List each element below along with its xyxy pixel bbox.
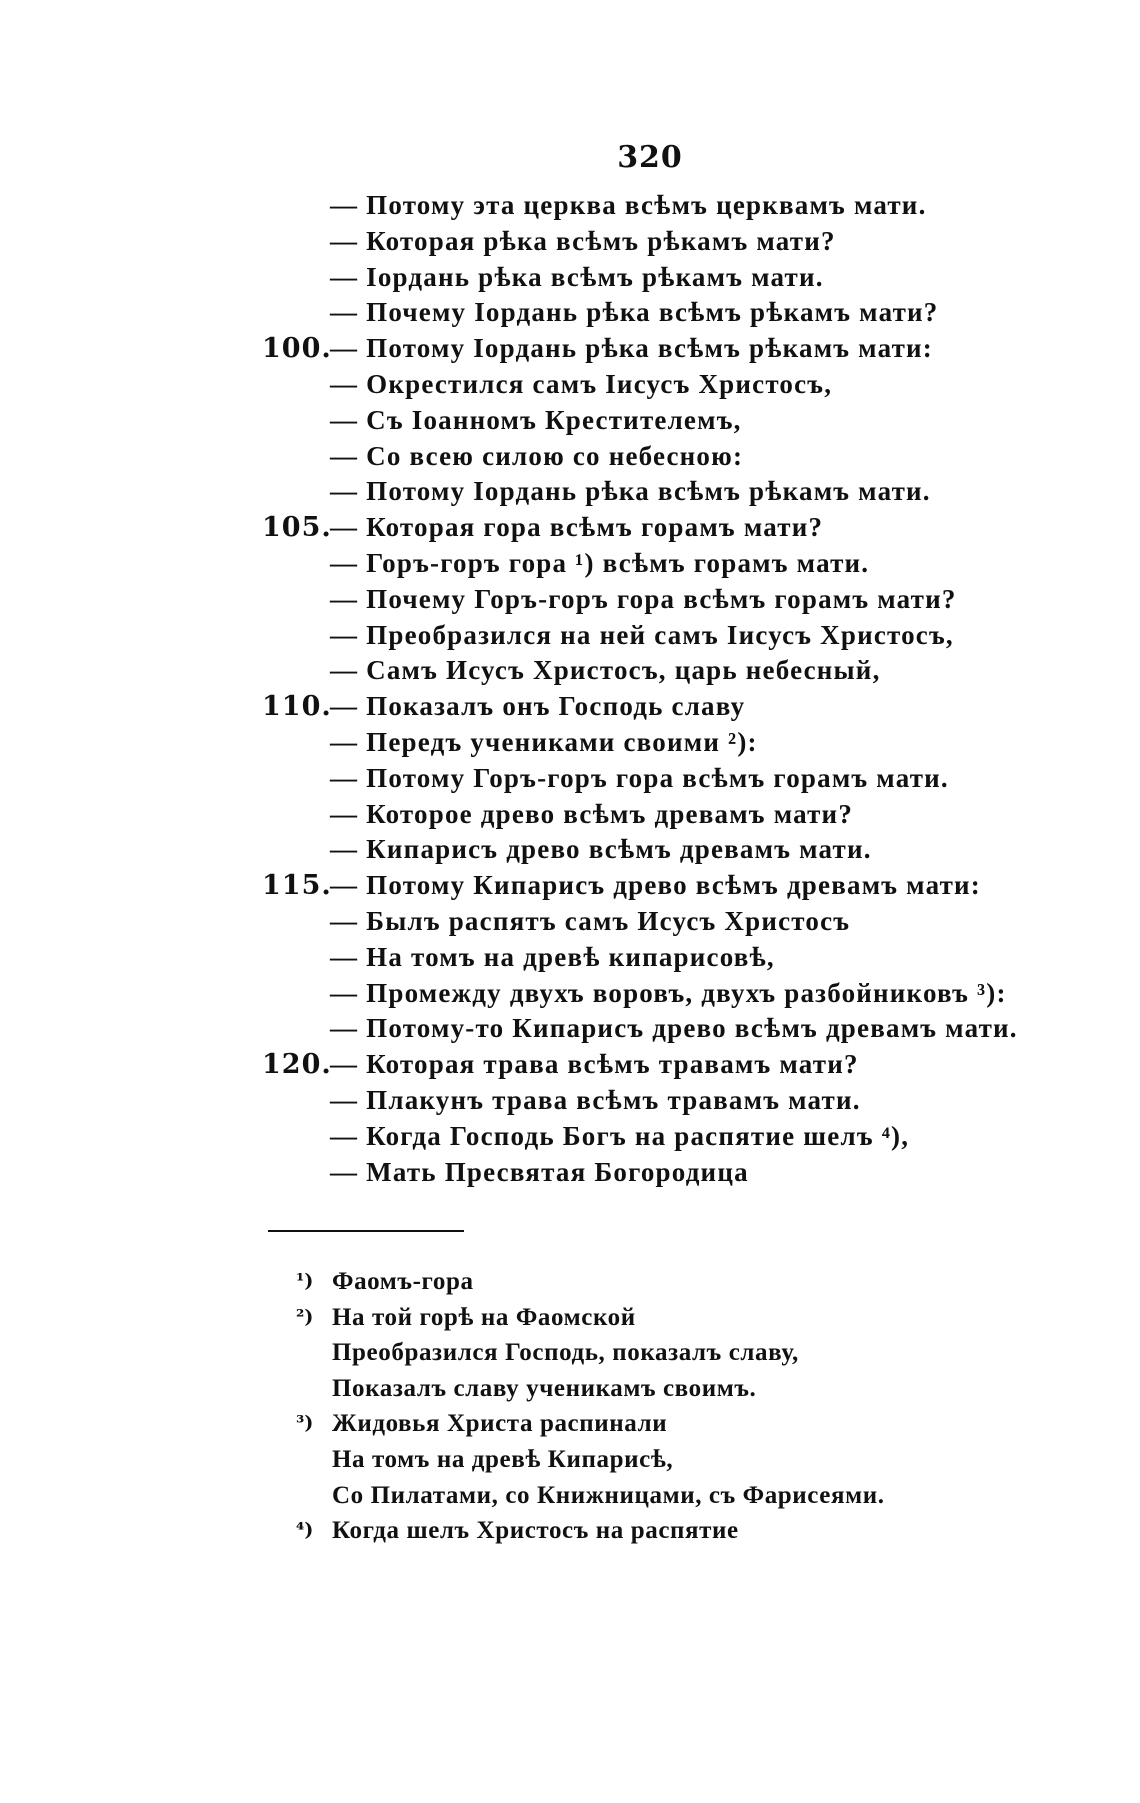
verse-text: — Почему Іордань рѣка всѣмъ рѣкамъ мати?: [330, 297, 939, 328]
footnote-text: Жидовья Христа распинали: [332, 1410, 668, 1438]
footnote-text: Когда шелъ Христосъ на распятие: [332, 1517, 739, 1545]
verse-text: — Плакунъ трава всѣмъ травамъ мати.: [330, 1084, 861, 1115]
verse-text: — Іордань рѣка всѣмъ рѣкамъ мати.: [330, 261, 824, 292]
verse-line: [0, 474, 1140, 510]
footnote-marker: ²): [296, 1305, 314, 1328]
verse-line: [0, 761, 1140, 797]
footnote-line: [0, 1513, 1140, 1549]
verse-text: — Показалъ онъ Господь славу: [330, 691, 746, 722]
footnote-line: [0, 1442, 1140, 1478]
verse-text: — Почему Горъ-горъ гора всѣмъ горамъ мати?: [330, 583, 957, 614]
verse-text: — Потому Кипарисъ древо всѣмъ древамъ мати:: [330, 870, 981, 901]
line-number: 115.: [262, 870, 332, 902]
verse-line: [0, 653, 1140, 689]
verse-text: — Передъ учениками своими ²):: [330, 726, 758, 757]
verse-text: — Окрестился самъ Іисусъ Христосъ,: [330, 368, 833, 399]
verse-line: [0, 1011, 1140, 1047]
verse-line: [0, 260, 1140, 296]
verse-line: [0, 725, 1140, 761]
footnote-line: [0, 1335, 1140, 1371]
footnote-line: [0, 1371, 1140, 1407]
verse-line: [0, 295, 1140, 331]
verse-list: [0, 188, 1140, 1190]
verse-line: [0, 940, 1140, 976]
verse-text: — Преобразился на ней самъ Іисусъ Христосъ,: [330, 619, 954, 650]
verse-line: [0, 224, 1140, 260]
verse-text: — Когда Господь Богъ на распятие шелъ ⁴),: [330, 1120, 910, 1151]
verse-line: [0, 797, 1140, 833]
page-number: 320: [617, 140, 683, 175]
line-number: 105.: [262, 512, 332, 544]
verse-text: — Потому Іордань рѣка всѣмъ рѣкамъ мати:: [330, 333, 934, 364]
footnote-marker: ¹): [296, 1270, 314, 1292]
footnote-line: [0, 1406, 1140, 1442]
verse-line: [0, 188, 1140, 224]
verse-line: [0, 1155, 1140, 1191]
verse-line: [0, 439, 1140, 475]
footnote-text: Преобразился Господь, показалъ славу,: [332, 1339, 799, 1367]
verse-text: — Потому эта церква всѣмъ церквамъ мати.: [330, 190, 927, 220]
verse-line: [0, 689, 1140, 725]
verse-line: [0, 1047, 1140, 1083]
verse-line: [0, 367, 1140, 403]
footnote-text: Со Пилатами, со Книжницами, съ Фарисеями.: [332, 1481, 885, 1509]
verse-line: [0, 582, 1140, 618]
footnotes: [0, 1264, 1140, 1549]
verse-text: — На томъ на древѣ кипарисовѣ,: [330, 941, 775, 972]
verse-text: — Потому Іордань рѣка всѣмъ рѣкамъ мати.: [330, 476, 931, 507]
footnote-marker: ⁴): [296, 1519, 314, 1542]
verse-line: [0, 904, 1140, 940]
line-number: 120.: [262, 1049, 332, 1081]
verse-text: — Которая рѣка всѣмъ рѣкамъ мати?: [330, 225, 836, 256]
line-number: 100.: [262, 333, 332, 365]
verse-text: — Которая гора всѣмъ горамъ мати?: [330, 512, 824, 543]
footnote-line: [0, 1478, 1140, 1514]
verse-line: [0, 618, 1140, 654]
verse-line: [0, 976, 1140, 1012]
footnote-text: Фаомъ-гора: [332, 1268, 474, 1295]
verse-text: — Горъ-горъ гора ¹) всѣмъ горамъ мати.: [330, 547, 870, 578]
verse-text: — Потому-то Кипарисъ древо всѣмъ древамъ мати.: [330, 1013, 1018, 1044]
footnote-line: [0, 1264, 1140, 1300]
line-number: 110.: [262, 691, 332, 723]
verse-line: [0, 832, 1140, 868]
footnote-line: [0, 1300, 1140, 1336]
verse-text: — Кипарисъ древо всѣмъ древамъ мати.: [330, 834, 872, 865]
footnote-divider: [268, 1230, 464, 1232]
verse-text: — Со всею силою со небесною:: [330, 440, 744, 471]
verse-line: [0, 510, 1140, 546]
verse-text: — Промежду двухъ воровъ, двухъ разбойниковъ ³):: [330, 977, 1007, 1008]
verse-line: [0, 403, 1140, 439]
footnote-text: На той горѣ на Фаомской: [332, 1303, 636, 1331]
verse-line: [0, 331, 1140, 367]
footnote-text: Показалъ славу ученикамъ своимъ.: [332, 1374, 757, 1402]
footnote-marker: ³): [296, 1412, 314, 1435]
verse-text: — Самъ Исусъ Христосъ, царь небесный,: [330, 655, 881, 686]
footnote-text: На томъ на древѣ Кипарисѣ,: [332, 1445, 674, 1473]
verse-text: — Которая трава всѣмъ травамъ мати?: [330, 1049, 859, 1080]
verse-line: [0, 868, 1140, 904]
verse-text: — Съ Іоанномъ Крестителемъ,: [330, 404, 742, 435]
verse-text: — Былъ распятъ самъ Исусъ Христосъ: [330, 905, 851, 936]
verse-line: [0, 546, 1140, 582]
verse-text: — Мать Пресвятая Богородица: [330, 1156, 749, 1187]
verse-text: — Потому Горъ-горъ гора всѣмъ горамъ мати.: [330, 762, 949, 793]
verse-text: — Которое древо всѣмъ древамъ мати?: [330, 798, 854, 829]
verse-line: [0, 1119, 1140, 1155]
verse-line: [0, 1083, 1140, 1119]
